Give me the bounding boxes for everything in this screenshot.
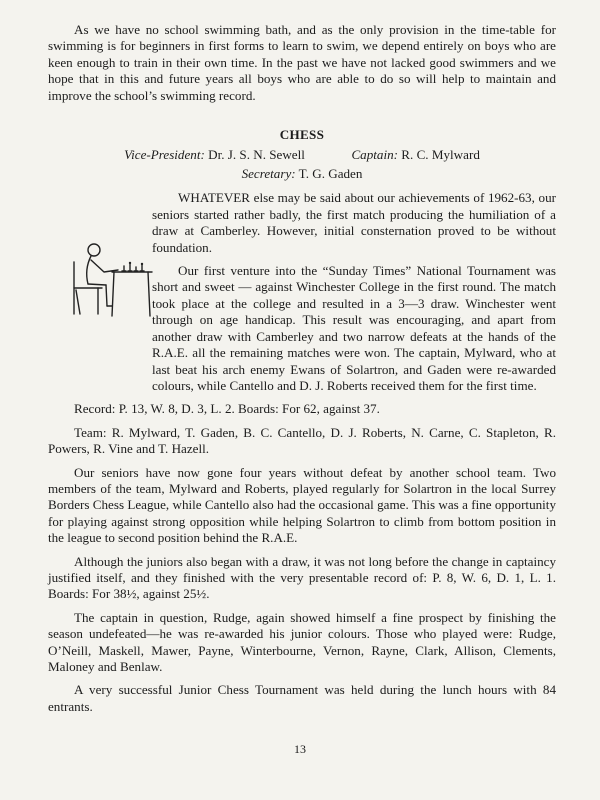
chess-paragraph-captain: The captain in question, Rudge, again showed himself a fine prospect by finishing the season undefeated—he was re-awarded his junior colours. Those who played were: Rudge, O’Neill, Maskell, Mawer, Payne, Winterbourne, Vernon, Rayne, Clark, Allison, Clements, Maloney and Benlaw. <box>48 609 556 674</box>
secretary-name: T. G. Gaden <box>298 166 363 182</box>
chess-paragraph-tournament: A very successful Junior Chess Tournament was held during the lunch hours with 84 entrants. <box>48 682 556 714</box>
chess-officers <box>48 145 556 183</box>
captain-role: Captain: <box>351 147 399 163</box>
swimming-paragraph: As we have no school swimming bath, and as the only provision in the time-table for swimming is for beginners in first forms to learn to swim, we depend entirely on boys who are keen enough to train in their own time. In the past we have not lacked good swimmers and we hope that in this and future years all boys who are able to do so will help to maintain and improve the school’s swimming record. <box>48 22 556 103</box>
vice-president-role: Vice-President: <box>124 147 205 163</box>
page-number: 13 <box>294 742 306 756</box>
page-body <box>48 22 556 715</box>
chess-paragraph-seniors: Our seniors have now gone four years without defeat by another school team. Two members of the team, Mylward and Roberts, played regularly for Solartron in the local Surrey Borders Chess League, while Cantello also had the occasional game. This was a fine opportunity for playing against strong opposition while helping Solartron to climb from bottom position in the league to second position behind the R.A.E. <box>48 464 556 546</box>
chess-paragraph-juniors: Although the juniors also began with a draw, it was not long before the change in captaincy justified itself, and they finished with the very presentable record of: P. 8, W. 6, D. 1, L. 1. Boards: For 38½, against 25½. <box>48 553 556 602</box>
chess-paragraph-2: Our first venture into the “Sunday Times” National Tournament was short and sweet — against Winchester College in the first round. The match took place at the college and resulted in a 3—3 draw. Winchester went through on age handicap. This result was encouraging, and apart from another draw with Camberley and two narrow defeats at the hands of the R.A.E. all the remaining matches were won. The captain, Mylward, who at last beat his arch enemy Ewans of Solartron, and Gaden were re-awarded colours, while Cantello and D. J. Roberts received them for the first time. <box>152 263 556 393</box>
captain-name: R. C. Mylward <box>401 147 480 163</box>
senior-record: Record: P. 13, W. 8, D. 3, L. 2. Boards: For 62, against 37. <box>74 401 380 417</box>
chess-paragraph-1: WHATEVER else may be said about our achievements of 1962-63, our seniors started rather badly, the first match producing the humiliation of a draw at Camberley. However, initial consternation proved to be without foundation. <box>152 190 556 255</box>
senior-team: Team: R. Mylward, T. Gaden, B. C. Cantello, D. J. Roberts, N. Carne, C. Stapleton, R. Powers, R. Vine and T. Hazell. <box>48 424 556 457</box>
chess-heading: CHESS <box>279 127 325 143</box>
secretary-role: Secretary: <box>241 166 296 182</box>
chess-player-illustration <box>64 238 156 324</box>
pawn-head <box>129 262 131 264</box>
officers-line-1 <box>48 145 556 164</box>
officers-line-2 <box>48 164 556 183</box>
vice-president-name: Dr. J. S. N. Sewell <box>208 147 305 163</box>
pawn-head <box>141 263 143 265</box>
chess-body <box>48 190 556 394</box>
